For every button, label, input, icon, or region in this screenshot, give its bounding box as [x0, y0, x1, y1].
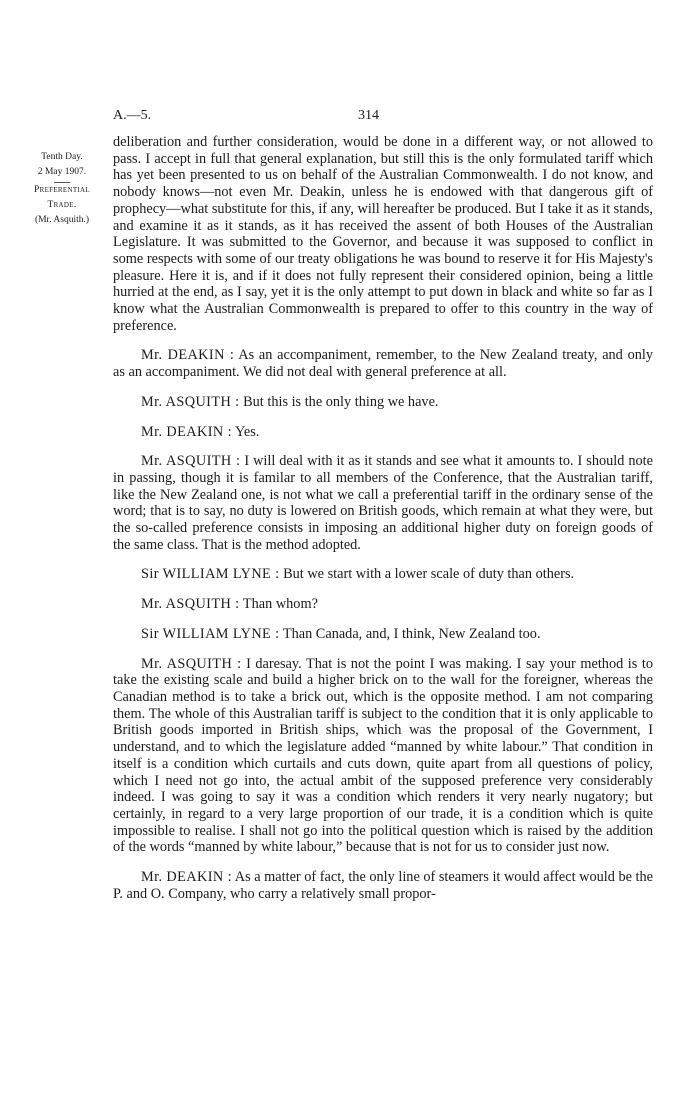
speaker-name: Mr. DEAKIN : — [141, 869, 232, 886]
margin-speaker: (Mr. Asquith.) — [34, 215, 90, 225]
paragraph-text: deliberation and further consideration, would be done in a different way, or not allowed to pass. I accept in full that general explanation, but still this is the only formulated tariff which has yet been presented to us on behalf of the Australian Commonwealth. I do not know, and nobody knows—not even Mr. Deakin, unless he is endowed with that dangerous gift of prophecy—what substitute for this, if any, will hereafter be produced. But I take it as it stands, and examine it as it stands, as it has received the assent of both Houses of the Australian Legislature. It was submitted to the Governor, and because it was supposed to conflict in some respects with some of our treaty obligations he was bound to reserve it for His Majesty's pleasure. Here it is, and if it does not fully represent their considered opinion, being a little hurried at the end, as I say, yet it is the only attempt to put down in black and white so far as I know what the Australian Commonwealth is prepared to offer to this country in the way of preference. — [113, 134, 653, 334]
paragraph — [113, 134, 653, 334]
speaker-name: Sir WILLIAM LYNE : — [141, 566, 280, 583]
paragraph — [113, 566, 653, 583]
paragraph-text: But this is the only thing we have. — [243, 393, 439, 410]
running-header: A.—5. — [113, 108, 152, 123]
margin-subject-line2: Trade. — [47, 200, 77, 210]
margin-subject-line1: Preferential — [34, 185, 90, 195]
margin-date: 2 May 1907. — [37, 167, 87, 177]
paragraph — [113, 347, 653, 380]
paragraph — [113, 596, 653, 613]
paragraph — [113, 656, 653, 856]
paragraph-text: Than Canada, and, I think, New Zealand too. — [282, 625, 541, 642]
speaker-name: Mr. ASQUITH : — [141, 596, 240, 613]
page-number: 314 — [358, 108, 379, 123]
speaker-name: Mr. DEAKIN : — [141, 423, 232, 440]
paragraph-text: Yes. — [235, 423, 260, 440]
paragraph-text: But we start with a lower scale of duty than others. — [283, 566, 575, 583]
margin-day: Tenth Day. — [41, 152, 83, 162]
paragraph-text: Than whom? — [242, 596, 318, 613]
paragraph — [113, 424, 653, 441]
speaker-name: Mr. DEAKIN : — [141, 347, 235, 364]
speaker-name: Mr. ASQUITH : — [141, 393, 240, 410]
transcript-body — [113, 134, 653, 915]
paragraph-text: I will deal with it as it stands and see what it amounts to. I should note in passing, though it is familar to all members of the Conference, that the Australian tariff, like the New Zealand one, is not what we call a preferential tariff in the ordinary sense of the word; that is to say, no duty is lowered on British goods, which remain at what they were, but the so-called preference consists in imposing an additional higher duty on foreign goods of the same class. That is the method adopted. — [113, 453, 653, 553]
speaker-name: Mr. ASQUITH : — [141, 453, 241, 470]
paragraph-text: As an accompaniment, remember, to the New Zealand treaty, and only as an accompaniment. We did not deal with general preference at all. — [113, 347, 653, 381]
paragraph — [113, 453, 653, 553]
paragraph — [113, 626, 653, 643]
speaker-name: Sir WILLIAM LYNE : — [141, 625, 280, 642]
speaker-name: Mr. ASQUITH : — [141, 655, 242, 672]
paragraph-text: I daresay. That is not the point I was making. I say your method is to take the existing scale and build a higher brick on to the wall for the foreigner, whereas the Canadian method is to take a brick out, which is the opposite method. I am not comparing them. The whole of this Australian tariff is subject to the condition that it is only applicable to British goods imported in British ships, which was the proposal of the Government, I understand, and to which the legislature added “manned by white labour.” That condition in itself is a condition which curtails and cuts down, quite apart from all questions of policy, which I need not go into, the actual ambit of the supposed preference very considerably indeed. I was going to say it was a condition which renders it very nearly nugatory; but certainly, in regard to a very large proportion of our trade, it is a condition which is quite impossible to realise. I shall not go into the political question which is raised by the addition of the words “manned by white labour,” because that is not for us to consider just now. — [113, 655, 653, 856]
paragraph-text: As a matter of fact, the only line of steamers it would affect would be the P. and O. Company, who carry a relatively small propor- — [113, 869, 653, 902]
paragraph — [113, 869, 653, 902]
margin-notes — [20, 150, 104, 228]
paragraph — [113, 394, 653, 411]
